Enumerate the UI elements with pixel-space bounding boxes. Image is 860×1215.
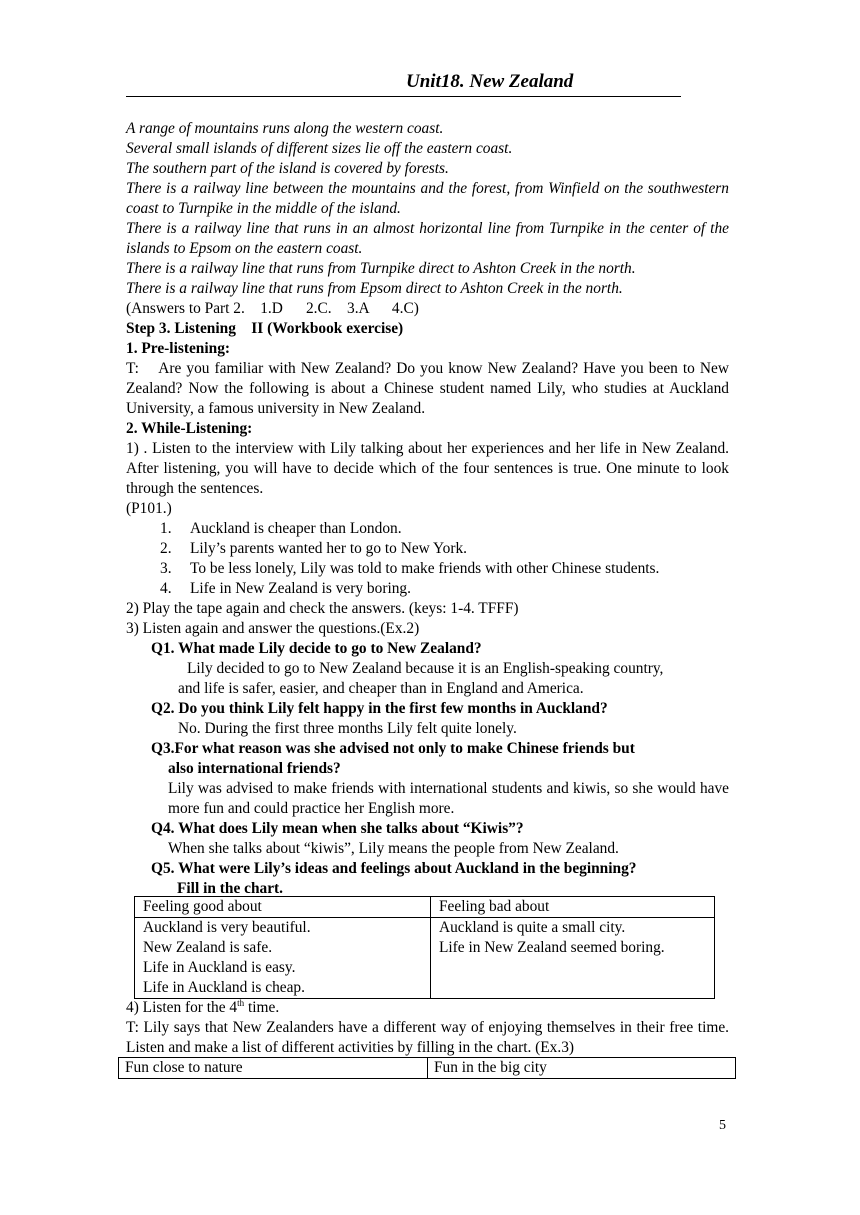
question-1: Q1. What made Lily decide to go to New Zealand?: [151, 640, 482, 657]
step4-section: [126, 998, 729, 1058]
good-item: Life in Auckland is cheap.: [143, 979, 305, 996]
fun-table: [118, 1057, 736, 1079]
list-number: 3.: [160, 560, 172, 577]
list-text: Life in New Zealand is very boring.: [190, 580, 411, 597]
page-number: 5: [719, 1118, 726, 1133]
list-number: 1.: [160, 520, 172, 537]
answer-4: When she talks about “kiwis”, Lily means the people from New Zealand.: [168, 840, 619, 857]
intro-line: There is a railway line that runs in an almost horizontal line from Turnpike in the center of the islands to Epsom on the eastern coast.: [126, 220, 729, 257]
table-row: [119, 1058, 736, 1079]
question-4: Q4. What does Lily mean when she talks about “Kiwis”?: [151, 820, 524, 837]
intro-line: The southern part of the island is covered by forests.: [126, 160, 449, 177]
list-text: Auckland is cheaper than London.: [190, 520, 402, 537]
feelings-table: [134, 896, 715, 999]
list-item: [126, 579, 729, 599]
bad-item: Auckland is quite a small city.: [439, 919, 626, 936]
answer-2: No. During the first three months Lily felt quite lonely.: [178, 720, 517, 737]
list-item: [126, 539, 729, 559]
list-text: Lily’s parents wanted her to go to New York.: [190, 540, 467, 557]
step3-heading: Step 3. Listening II (Workbook exercise): [126, 320, 404, 337]
intro-line: There is a railway line that runs from Epsom direct to Ashton Creek in the north.: [126, 280, 623, 297]
question-5-instruction: Fill in the chart.: [177, 880, 284, 897]
answer-3: Lily was advised to make friends with international students and kiwis, so she would have more fun and could practice her English more.: [168, 780, 729, 817]
while-listening-step3: 3) Listen again and answer the questions.(Ex.2): [126, 620, 420, 637]
good-item: Auckland is very beautiful.: [143, 919, 311, 936]
answer-1-line2: and life is safer, easier, and cheaper than in England and America.: [178, 680, 584, 697]
answer-1-line1: Lily decided to go to New Zealand because it is an English-speaking country,: [187, 660, 664, 677]
pre-listening-heading: 1. Pre-listening:: [126, 340, 231, 357]
step4-sup: th: [237, 997, 245, 1008]
list-item: [126, 559, 729, 579]
list-number: 2.: [160, 540, 172, 557]
list-text: To be less lonely, Lily was told to make friends with other Chinese students.: [190, 560, 660, 577]
while-listening-step2: 2) Play the tape again and check the answers. (keys: 1-4. TFFF): [126, 600, 519, 617]
intro-line: Several small islands of different sizes lie off the eastern coast.: [126, 140, 513, 157]
intro-line: There is a railway line between the mountains and the forest, from Winfield on the southwestern coast to Turnpike in the middle of the island.: [126, 180, 729, 217]
header-title: Unit18. New Zealand: [406, 71, 574, 92]
pre-listening-text: T: Are you familiar with New Zealand? Do you know New Zealand? Have you been to New Zealand? Now the following is about a Chinese student named Lily, who studies at Auckland University, a famous university in New Zealand.: [126, 360, 733, 417]
table-row: [135, 918, 715, 999]
good-item: New Zealand is safe.: [143, 939, 273, 956]
question-2: Q2. Do you think Lily felt happy in the first few months in Auckland?: [151, 700, 608, 717]
step4-post: time.: [244, 999, 280, 1016]
table-header-good: Feeling good about: [135, 897, 431, 918]
intro-line: A range of mountains runs along the western coast.: [126, 120, 444, 137]
intro-line: There is a railway line that runs from Turnpike direct to Ashton Creek in the north.: [126, 260, 636, 277]
good-item: Life in Auckland is easy.: [143, 959, 296, 976]
list-item: [126, 519, 729, 539]
answers-part2: (Answers to Part 2. 1.D 2.C. 3.A 4.C): [126, 300, 419, 317]
table-cell-good: [135, 918, 431, 999]
table-header-city: Fun in the big city: [428, 1058, 736, 1079]
table-header-bad: Feeling bad about: [431, 897, 715, 918]
main-content: [126, 119, 733, 899]
question-3-line1: Q3.For what reason was she advised not only to make Chinese friends but: [151, 740, 635, 757]
table-header-nature: Fun close to nature: [119, 1058, 428, 1079]
table-cell-bad: [431, 918, 715, 999]
list-number: 4.: [160, 580, 172, 597]
table-row: [135, 897, 715, 918]
question-3-line2: also international friends?: [168, 760, 341, 777]
page-reference: (P101.): [126, 500, 172, 517]
while-listening-heading: 2. While-Listening:: [126, 420, 253, 437]
page-header: [126, 70, 681, 97]
while-listening-step1: 1) . Listen to the interview with Lily talking about her experiences and her life in New Zealand. After listening, you will have to decide which of the four sentences is true. One minute to look through the sentences.: [126, 440, 729, 497]
step4-text: T: Lily says that New Zealanders have a different way of enjoying themselves in their free time. Listen and make a list of different activities by filling in the chart. (Ex.3): [126, 1019, 729, 1056]
question-5: Q5. What were Lily’s ideas and feelings about Auckland in the beginning?: [151, 860, 637, 877]
bad-item: Life in New Zealand seemed boring.: [439, 939, 665, 956]
step4-pre: 4) Listen for the 4: [126, 999, 238, 1016]
step4-heading: [126, 998, 729, 1018]
